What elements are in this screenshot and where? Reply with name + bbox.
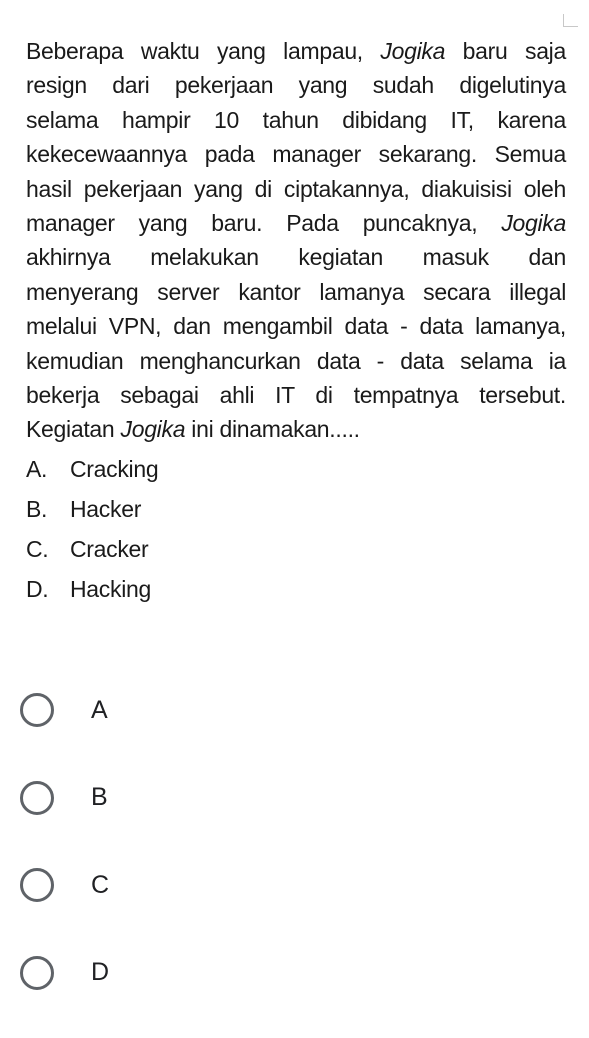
choice-text: Hacker bbox=[70, 495, 142, 522]
answer-option-d[interactable] bbox=[20, 951, 560, 995]
question-line-5: hasil pekerjaan yang di ciptakannya, diakuisisi oleh bbox=[26, 175, 566, 202]
question-line-10: kemudian menghancurkan data - data selama ia bbox=[26, 347, 566, 374]
answer-option-c[interactable] bbox=[20, 863, 560, 907]
answer-radio-group bbox=[20, 688, 560, 1038]
answer-label: C bbox=[91, 870, 110, 899]
question-line-9: melalui VPN, dan mengambil data - data lamanya, bbox=[26, 313, 566, 340]
question-line-1: Beberapa waktu yang lampau, Jogika baru saja bbox=[26, 38, 566, 64]
choice-letter: D. bbox=[26, 575, 49, 602]
question-line-8: menyerang server kantor lamanya secara illegal bbox=[26, 278, 566, 305]
question-line-11: bekerja sebagai ahli IT di tempatnya tersebut. bbox=[26, 381, 566, 408]
answer-option-b[interactable] bbox=[20, 776, 560, 820]
choice-item-c bbox=[26, 529, 566, 569]
question-line-3: selama hampir 10 tahun dibidang IT, karena bbox=[26, 106, 566, 133]
question-card bbox=[26, 34, 566, 609]
radio-button-icon[interactable] bbox=[20, 868, 54, 902]
choice-item-a bbox=[26, 449, 566, 489]
question-line-7: akhirnya melakukan kegiatan masuk dan bbox=[26, 244, 566, 271]
radio-button-icon[interactable] bbox=[20, 781, 54, 815]
choice-text: Hacking bbox=[70, 575, 151, 602]
question-line-6: manager yang baru. Pada puncaknya, Jogika bbox=[26, 209, 566, 236]
question-text bbox=[26, 34, 566, 447]
choice-letter: A. bbox=[26, 455, 48, 482]
answer-label: A bbox=[91, 695, 108, 724]
corner-bracket-icon bbox=[563, 14, 578, 27]
choice-letter: C. bbox=[26, 535, 49, 562]
choice-text: Cracker bbox=[70, 535, 149, 562]
choice-text: Cracking bbox=[70, 455, 159, 482]
choice-letter: B. bbox=[26, 495, 48, 522]
question-line-12: Kegiatan Jogika ini dinamakan..... bbox=[26, 416, 360, 443]
choice-list bbox=[26, 449, 566, 609]
answer-label: D bbox=[91, 958, 110, 986]
choice-item-d bbox=[26, 569, 566, 609]
choice-item-b bbox=[26, 489, 566, 529]
answer-option-a[interactable] bbox=[20, 688, 560, 732]
question-line-4: kekecewaannya pada manager sekarang. Semua bbox=[26, 141, 566, 168]
question-line-2: resign dari pekerjaan yang sudah digelutinya bbox=[26, 72, 566, 99]
radio-button-icon[interactable] bbox=[20, 693, 54, 727]
radio-button-icon[interactable] bbox=[20, 956, 54, 990]
answer-label: B bbox=[91, 783, 108, 811]
